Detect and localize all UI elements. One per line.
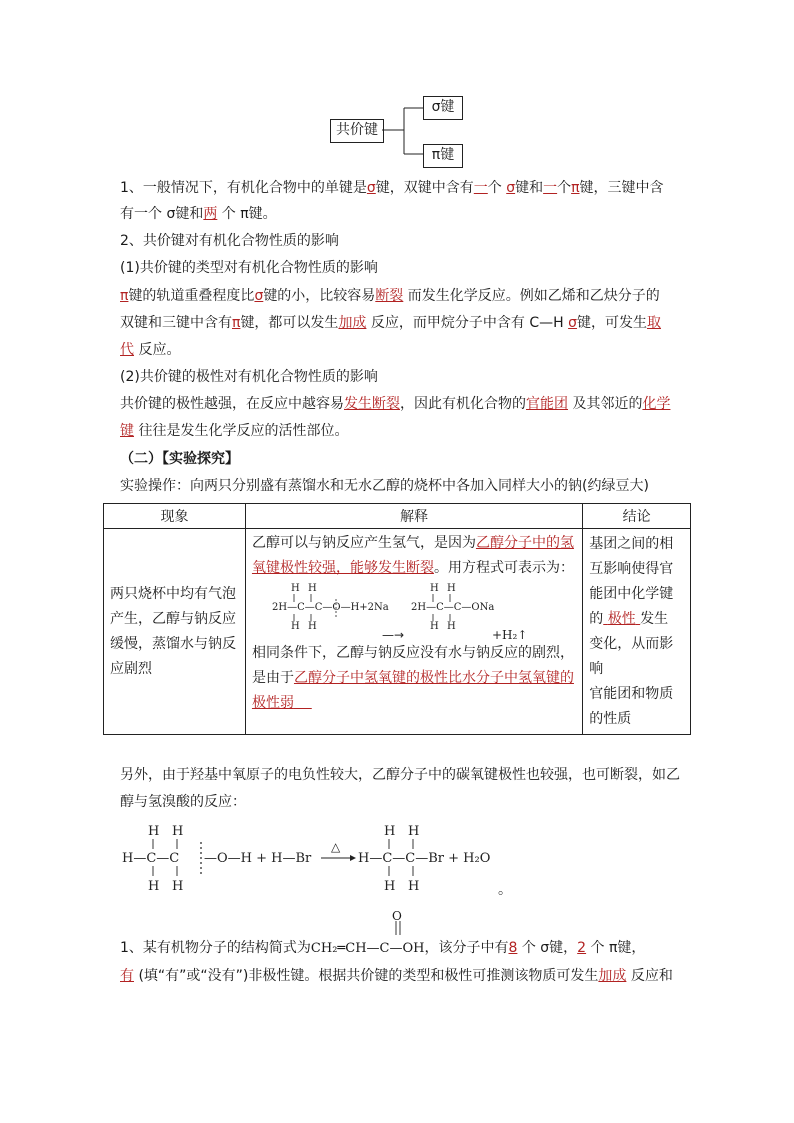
svg-text:H: H	[307, 583, 317, 594]
p3-line1: 共价键的极性越强，在反应中越容易发生断裂，因此有机化合物的官能团 及其邻近的化学	[120, 396, 671, 412]
svg-text:H: H	[290, 621, 300, 632]
header-explanation: 解释	[245, 504, 582, 529]
heading-2-1: (1)共价键的类型对有机化合物性质的影响	[120, 260, 378, 276]
p2-line2: 双键和三键中含有π键，都可以发生加成 反应，而甲烷分子中含有 C—H σ键，可发生取	[120, 315, 661, 331]
p4-line1: 另外，由于羟基中氧原子的电负性较大，乙醇分子中的碳氧键极性也较强，也可断裂，如乙	[120, 767, 680, 783]
covalent-bond-box: 共价键	[330, 119, 384, 143]
header-phenomenon: 现象	[104, 504, 246, 529]
experiment-table	[103, 503, 691, 735]
p1-line2: 有一个 σ键和两 个 π键。	[120, 206, 277, 222]
svg-text:H—C—C—Br + H₂O: H—C—C—Br + H₂O	[358, 851, 491, 866]
reaction-end-dot: 。	[498, 882, 512, 898]
p3-line2: 键 往往是发生化学反应的活性部位。	[120, 423, 349, 439]
svg-text:△: △	[331, 840, 341, 854]
svg-text:H: H	[290, 583, 300, 594]
svg-text:H: H	[408, 879, 420, 894]
svg-text:H: H	[384, 824, 396, 839]
svg-text:2H—C—C—O—H+2Na: 2H—C—C—O—H+2Na	[271, 602, 389, 613]
p2-line1: π键的轨道重叠程度比σ键的小，比较容易断裂 而发生化学反应。例如乙烯和乙炔分子的	[120, 288, 660, 304]
svg-text:2H—C—C—ONa: 2H—C—C—ONa	[410, 602, 495, 613]
svg-text:H: H	[148, 824, 160, 839]
svg-text:H: H	[384, 879, 396, 894]
experiment-operation: 实验操作：向两只分别盛有蒸馏水和无水乙醇的烧杯中各加入同样大小的钠(约绿豆大)	[120, 478, 649, 494]
svg-text:H—C—C: H—C—C	[122, 851, 180, 866]
sigma-bond-box: σ键	[423, 96, 463, 120]
ethanol-sodium-equation	[252, 581, 572, 641]
svg-text:H: H	[408, 824, 420, 839]
svg-text:H: H	[446, 583, 456, 594]
carbonyl-oxygen: O	[392, 909, 402, 923]
svg-text:H: H	[446, 621, 456, 632]
carbonyl-double-bond	[393, 921, 405, 937]
p1-line1: 1、一般情况下，有机化合物中的单键是σ键，双键中含有一个 σ键和一个π键，三键中含	[120, 180, 664, 196]
svg-text:—→: —→	[381, 628, 405, 641]
p4-line2: 醇与氢溴酸的反应：	[120, 794, 246, 810]
svg-text:—O—H + H—Br: —O—H + H—Br	[204, 851, 312, 866]
header-conclusion: 结论	[583, 504, 691, 529]
heading-2-2: (2)共价键的极性对有机化合物性质的影响	[120, 369, 378, 385]
svg-text:H: H	[307, 621, 317, 632]
explanation-cell: 乙醇可以与钠反应产生氢气，是因为乙醇分子中的氢 氧键极性较强，能够发生断裂。用方程式可表示为： H H H H 2H—C—C—O—H+2Na H H H H 2H—C—C—ONa —→ +H₂↑ 相同条件下，乙醇与钠反应没有水与钠反应的剧烈， 是由于乙醇分子中氢氧键的极性比水分子中氢氧键的 极性弱	[245, 529, 582, 735]
svg-text:+H₂↑: +H₂↑	[491, 628, 528, 641]
svg-text:H: H	[429, 583, 439, 594]
q1-line2: 有 (填“有”或“没有”)非极性键。根据共价键的类型和极性可推测该物质可发生加成 反应和	[120, 968, 673, 984]
conclusion-cell: 基团之间的相 互影响使得官 能团中化学键 的 极性 发生 变化，从而影响 官能团和物质 的性质	[583, 529, 691, 735]
svg-text:H: H	[429, 621, 439, 632]
pi-bond-box: π键	[423, 144, 463, 168]
bracket-connector	[382, 100, 426, 160]
section-title: （二）【实验探究】	[120, 451, 239, 467]
svg-text:H: H	[148, 879, 160, 894]
q1-line1: 1、某有机物分子的结构简式为CH₂═CH—C—OH，该分子中有8 个 σ键，2 个 π键，	[120, 940, 646, 956]
phenomenon-cell: 两只烧杯中均有气泡 产生，乙醇与钠反应 缓慢，蒸馏水与钠反 应剧烈	[104, 529, 246, 735]
heading-2: 2、共价键对有机化合物性质的影响	[120, 233, 339, 249]
svg-text:H: H	[172, 824, 184, 839]
svg-text:H: H	[172, 879, 184, 894]
hbr-reaction	[118, 818, 518, 898]
p2-line3: 代 反应。	[120, 342, 181, 358]
